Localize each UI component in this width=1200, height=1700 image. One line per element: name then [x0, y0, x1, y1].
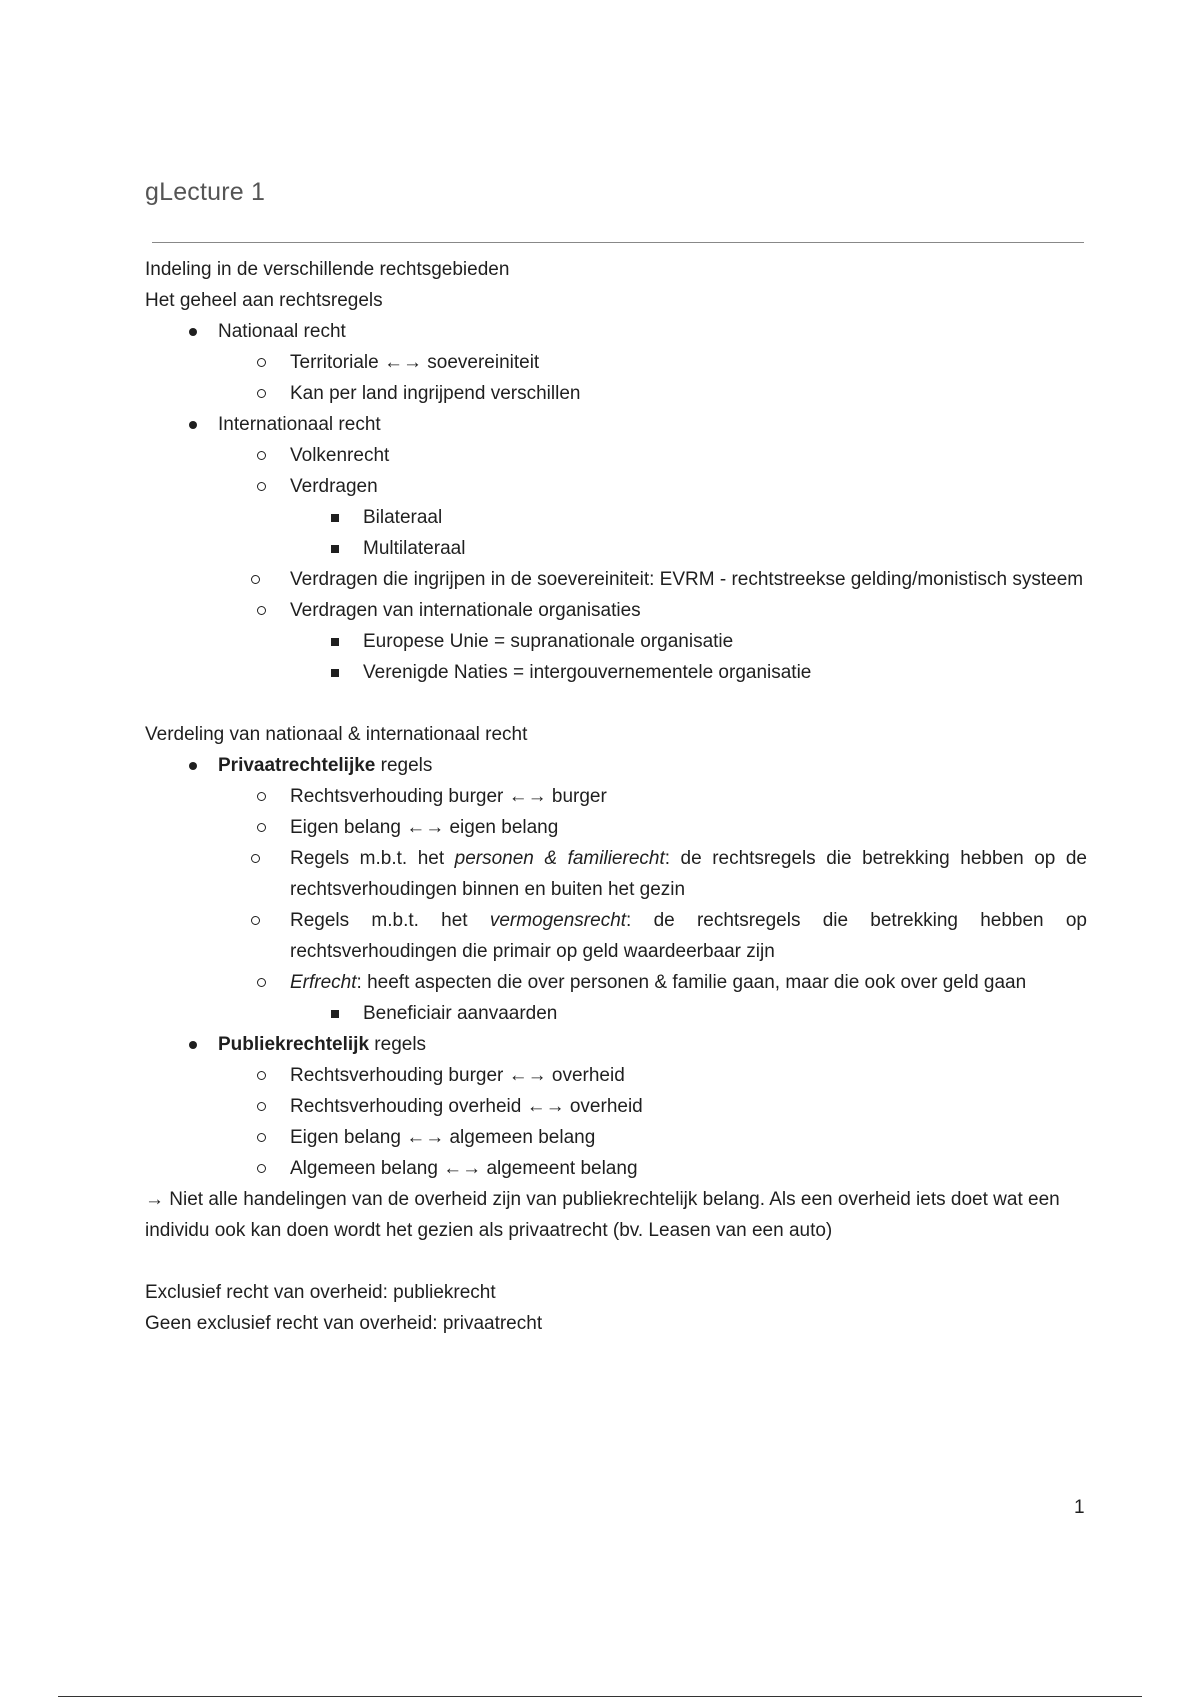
bullet-circle-icon — [251, 1153, 271, 1184]
list-item: Verdragen die ingrijpen in de soevereiniteit: EVRM - rechtstreekse gelding/monistisch systeem — [145, 564, 1087, 595]
list-item: Eigen belang ←→ algemeen belang — [145, 1122, 1087, 1153]
bullet-square-icon — [325, 998, 345, 1029]
list-item: Privaatrechtelijke regels — [145, 750, 1087, 781]
list-item: Rechtsverhouding burger ←→ burger — [145, 781, 1087, 812]
bullet-dot-icon — [183, 409, 203, 440]
bullet-circle-icon — [251, 1091, 271, 1122]
list-item: Algemeen belang ←→ algemeent belang — [145, 1153, 1087, 1184]
list-item: Publiekrechtelijk regels — [145, 1029, 1087, 1060]
bullet-circle-icon — [251, 564, 271, 595]
list-item: Volkenrecht — [145, 440, 1087, 471]
bullet-dot-icon — [183, 750, 203, 781]
section-subheading: Het geheel aan rechtsregels — [145, 290, 383, 311]
bullet-circle-icon — [251, 781, 271, 812]
list-item: Rechtsverhouding burger ←→ overheid — [145, 1060, 1087, 1091]
bullet-dot-icon — [183, 1029, 203, 1060]
bullet-dot-icon — [183, 316, 203, 347]
bullet-circle-icon — [251, 967, 271, 998]
list-item: Verdragen — [145, 471, 1087, 502]
bullet-circle-icon — [251, 843, 271, 874]
paragraph: Geen exclusief recht van overheid: privaatrecht — [145, 1313, 543, 1334]
bullet-square-icon — [325, 657, 345, 688]
list-item: Bilateraal — [145, 502, 1087, 533]
list-item: Territoriale ←→ soevereiniteit — [145, 347, 1087, 378]
bullet-circle-icon — [251, 347, 271, 378]
page-bottom-rule — [58, 1696, 1142, 1697]
bullet-square-icon — [325, 502, 345, 533]
bullet-square-icon — [325, 626, 345, 657]
list-item: Eigen belang ←→ eigen belang — [145, 812, 1087, 843]
list-item: Nationaal recht — [145, 316, 1087, 347]
bullet-circle-icon — [251, 1122, 271, 1153]
list-item: Regels m.b.t. het vermogensrecht: de rechtsregels die betrekking hebben op rechtsverhoudingen die primair op geld waardeerbaar zijn — [145, 905, 1087, 967]
list-item: Erfrecht: heeft aspecten die over personen & familie gaan, maar die ook over geld gaan — [145, 967, 1087, 998]
page-number: 1 — [1074, 1497, 1085, 1518]
note-paragraph: → Niet alle handelingen van de overheid zijn van publiekrechtelijk belang. Als een overheid iets doet wat een individu ook kan doen wordt het gezien als privaatrecht (bv. Leasen van een auto) — [145, 1189, 1060, 1241]
bullet-circle-icon — [251, 440, 271, 471]
bullet-circle-icon — [251, 378, 271, 409]
title-underline — [152, 242, 1084, 243]
paragraph: Exclusief recht van overheid: publiekrecht — [145, 1282, 496, 1303]
list-item: Verdragen van internationale organisaties — [145, 595, 1087, 626]
list-item: Multilateraal — [145, 533, 1087, 564]
list-item: Kan per land ingrijpend verschillen — [145, 378, 1087, 409]
bullet-circle-icon — [251, 595, 271, 626]
document-title: gLecture 1 — [145, 178, 266, 206]
bullet-circle-icon — [251, 1060, 271, 1091]
list-item: Europese Unie = supranationale organisatie — [145, 626, 1087, 657]
bullet-circle-icon — [251, 905, 271, 936]
document-body — [145, 254, 1087, 1339]
bullet-square-icon — [325, 533, 345, 564]
bullet-circle-icon — [251, 471, 271, 502]
list-item: Internationaal recht — [145, 409, 1087, 440]
section-heading: Verdeling van nationaal & internationaal recht — [145, 724, 528, 745]
list-item: Rechtsverhouding overheid ←→ overheid — [145, 1091, 1087, 1122]
list-item: Regels m.b.t. het personen & familierecht: de rechtsregels die betrekking hebben op de rechtsverhoudingen binnen en buiten het gezin — [145, 843, 1087, 905]
section-heading: Indeling in de verschillende rechtsgebieden — [145, 259, 510, 280]
list-item: Verenigde Naties = intergouvernementele organisatie — [145, 657, 1087, 688]
list-item: Beneficiair aanvaarden — [145, 998, 1087, 1029]
bullet-circle-icon — [251, 812, 271, 843]
